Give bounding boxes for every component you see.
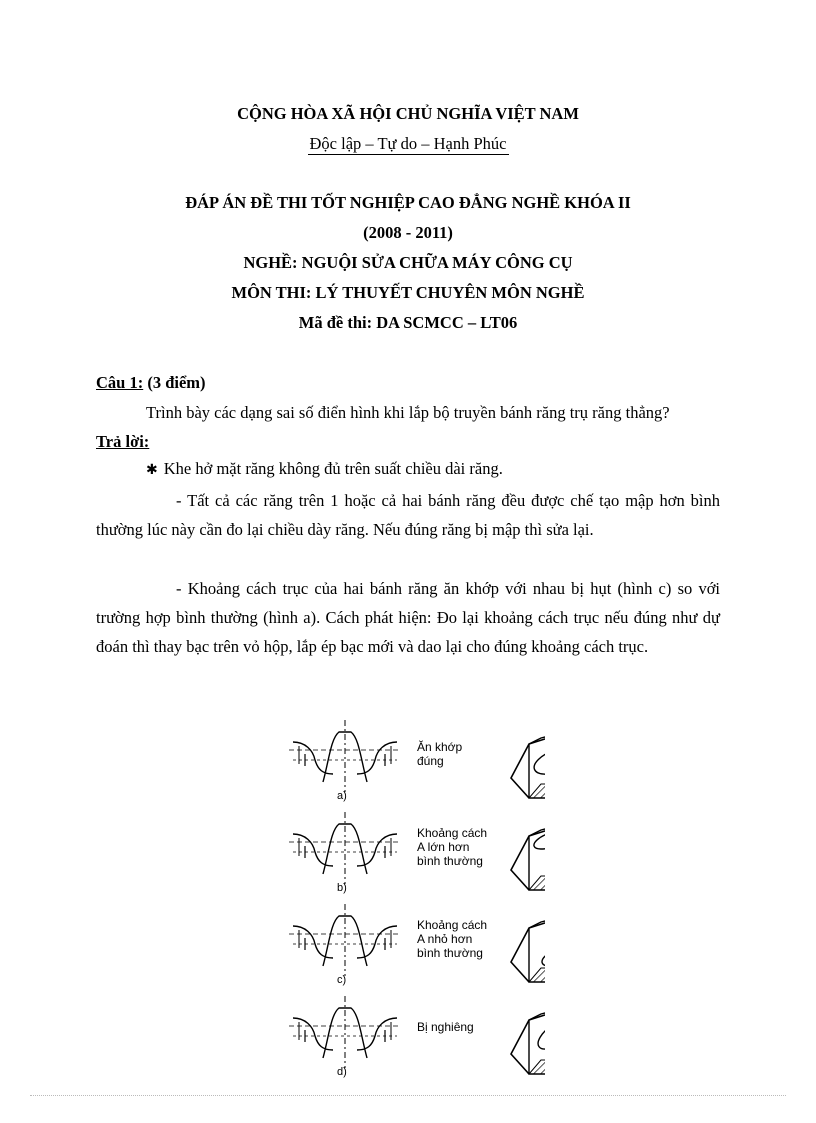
figure-a-line-2: đúng: [417, 754, 444, 768]
figure-c-label: [417, 918, 487, 960]
figure-c-line-3: bình thường: [417, 946, 483, 960]
exam-subject: MÔN THI: LÝ THUYẾT CHUYÊN MÔN NGHỀ: [231, 283, 585, 302]
figure-b-line-3: bình thường: [417, 854, 483, 868]
figure-d-sub: d): [337, 1066, 347, 1078]
country-heading: CỘNG HÒA XÃ HỘI CHỦ NGHĨA VIỆT NAM: [237, 104, 579, 123]
exam-trade: NGHỀ: NGUỘI SỬA CHỮA MÁY CÔNG CỤ: [243, 253, 573, 272]
figure-b-line-2: A lớn hơn: [417, 840, 470, 854]
figure-c-line-2: A nhỏ hơn: [417, 932, 473, 946]
exam-title: ĐÁP ÁN ĐỀ THI TỐT NGHIỆP CAO ĐẲNG NGHỀ KHÓA II: [185, 193, 631, 212]
question-text: Trình bày các dạng sai số điển hình khi lắp bộ truyền bánh răng trụ răng thẳng?: [146, 403, 670, 422]
answer-paragraph-1: - Tất cả các răng trên 1 hoặc cả hai bánh răng đều được chế tạo mập hơn bình thường lúc này cần đo lại chiều dày răng. Nếu đúng răng bị mập thì sửa lại.: [96, 491, 720, 539]
figure-d-line-1: Bị nghiêng: [417, 1020, 474, 1034]
answer-paragraph-2: - Khoảng cách trục của hai bánh răng ăn khớp với nhau bị hụt (hình c) so với trường hợp bình thường (hình a). Cách phát hiện: Đo lại khoảng cách trục nếu đúng như dự đoán thì thay bạc trên vỏ hộp, lắp ép bạc mới và dao lại cho đúng khoảng cách trục.: [96, 579, 720, 656]
figure-c-sub: c): [337, 974, 347, 986]
exam-code: Mã đề thi: DA SCMCC – LT06: [298, 313, 518, 332]
question-heading: [96, 368, 720, 397]
question-label: Câu 1:: [96, 373, 144, 392]
exam-years: (2008 - 2011): [363, 223, 453, 242]
question-points: (3 điểm): [143, 373, 206, 392]
motto-text: Độc lập – Tự do – Hạnh Phúc: [309, 134, 507, 153]
page-bottom-divider: [30, 1095, 786, 1096]
figure-a-line-1: Ăn khớp: [417, 740, 463, 754]
answer-heading: [96, 427, 720, 456]
motto: [0, 134, 816, 154]
answer-label: Trả lời:: [96, 432, 150, 451]
figure-a-sub: a): [337, 790, 347, 802]
figure-b-line-1: Khoảng cách: [417, 826, 488, 840]
gear-mesh-diagram: [285, 712, 545, 1082]
answer-point-1-text: Khe hở mặt răng không đủ trên suất chiều dài răng.: [163, 459, 503, 478]
figure-d-label: [417, 1020, 474, 1034]
gear-mesh-figure: [285, 712, 545, 1082]
answer-point-1: [146, 459, 503, 479]
figure-a-label: [417, 740, 462, 768]
asterisk-icon: ✱: [146, 463, 158, 478]
figure-c-line-1: Khoảng cách: [417, 918, 488, 932]
figure-b-label: [417, 826, 487, 868]
figure-b-sub: b): [337, 882, 347, 894]
